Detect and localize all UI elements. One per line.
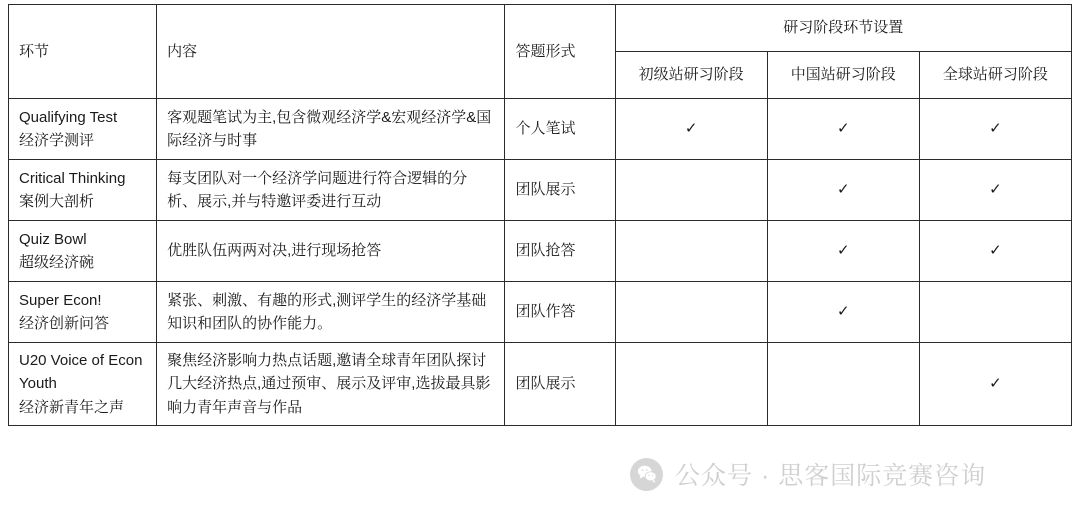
stage-name-cn: 经济新青年之声 — [19, 398, 125, 416]
stage-name-en: Quiz Bowl — [19, 230, 87, 248]
format-cell: 团队抢答 — [505, 221, 615, 282]
header-stage-settings-group: 研习阶段环节设置 — [615, 5, 1071, 52]
stage-cell — [9, 282, 157, 343]
check-site-china: ✓ — [767, 99, 919, 160]
content-cell: 每支团队对一个经济学问题进行符合逻辑的分析、展示,并与特邀评委进行互动 — [157, 160, 505, 221]
stage-cell — [9, 343, 157, 426]
content-cell: 客观题笔试为主,包含微观经济学&宏观经济学&国际经济与时事 — [157, 99, 505, 160]
format-cell: 团队作答 — [505, 282, 615, 343]
header-stage: 环节 — [9, 5, 157, 99]
table-row — [9, 221, 1072, 282]
check-site-global: ✓ — [919, 343, 1071, 426]
header-site-china: 中国站研习阶段 — [767, 52, 919, 99]
check-site-global: ✓ — [919, 221, 1071, 282]
check-site-china: ✓ — [767, 160, 919, 221]
stage-name-en: Qualifying Test — [19, 108, 118, 126]
table-header-row-top — [9, 5, 1072, 52]
stage-name-cn: 经济学测评 — [19, 132, 95, 149]
check-site-primary — [615, 221, 767, 282]
content-cell: 聚焦经济影响力热点话题,邀请全球青年团队探讨几大经济热点,通过预审、展示及评审,选拔最具影响力青年声音与作品 — [157, 343, 505, 426]
check-site-global: ✓ — [919, 160, 1071, 221]
table-row — [9, 99, 1072, 160]
header-site-primary: 初级站研习阶段 — [615, 52, 767, 99]
stage-name-cn: 超级经济碗 — [19, 254, 95, 271]
stage-name-en: Super Econ! — [19, 291, 102, 309]
wechat-icon — [630, 458, 663, 491]
table-row — [9, 282, 1072, 343]
stage-cell — [9, 221, 157, 282]
check-site-primary — [615, 282, 767, 343]
program-stages-table — [8, 4, 1072, 426]
check-site-global — [919, 282, 1071, 343]
stage-name-en: Critical Thinking — [19, 169, 126, 187]
content-cell: 紧张、刺激、有趣的形式,测评学生的经济学基础知识和团队的协作能力。 — [157, 282, 505, 343]
check-site-china: ✓ — [767, 282, 919, 343]
stage-cell — [9, 99, 157, 160]
header-site-global: 全球站研习阶段 — [919, 52, 1071, 99]
table-row — [9, 343, 1072, 426]
check-site-primary — [615, 160, 767, 221]
check-site-primary: ✓ — [615, 99, 767, 160]
check-site-china — [767, 343, 919, 426]
format-cell: 个人笔试 — [505, 99, 615, 160]
stage-name-cn: 经济创新问答 — [19, 315, 110, 332]
header-content: 内容 — [157, 5, 505, 99]
check-site-global: ✓ — [919, 99, 1071, 160]
check-site-china: ✓ — [767, 221, 919, 282]
format-cell: 团队展示 — [505, 160, 615, 221]
check-site-primary — [615, 343, 767, 426]
stage-cell — [9, 160, 157, 221]
stage-name-en: U20 Voice of Econ Youth — [19, 352, 143, 393]
format-cell: 团队展示 — [505, 343, 615, 426]
header-format: 答题形式 — [505, 5, 615, 99]
table-row — [9, 160, 1072, 221]
watermark — [630, 456, 986, 492]
content-cell: 优胜队伍两两对决,进行现场抢答 — [157, 221, 505, 282]
stage-name-cn: 案例大剖析 — [19, 193, 95, 210]
watermark-text: 公众号 · 思客国际竞赛咨询 — [675, 462, 987, 490]
